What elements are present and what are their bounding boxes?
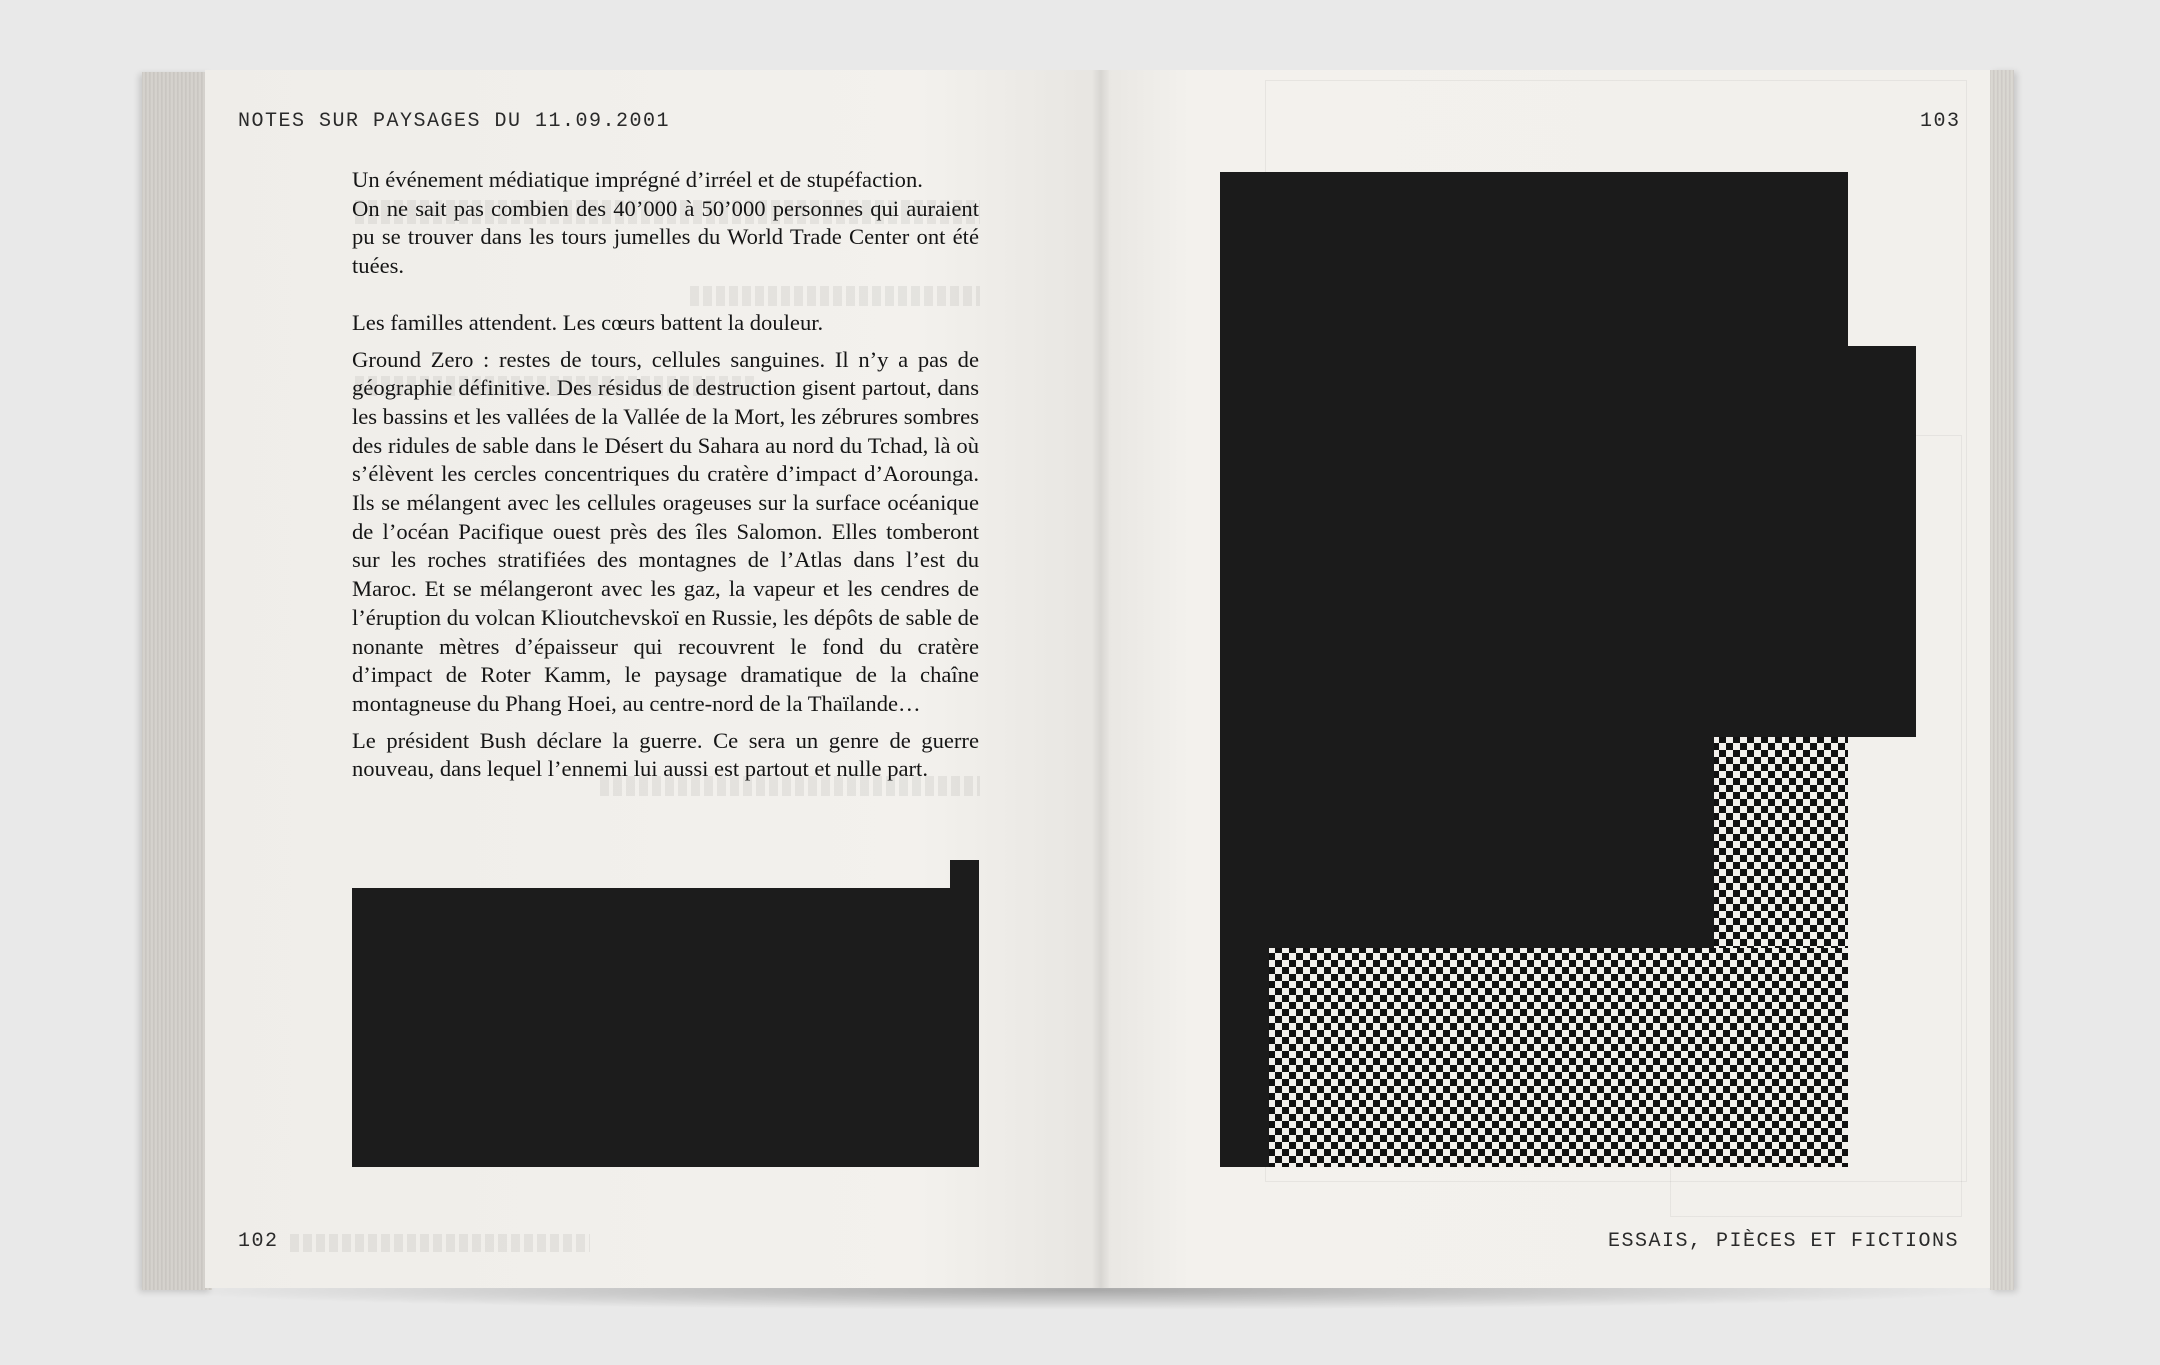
page-number: 103 xyxy=(1920,110,1961,133)
paragraph: On ne sait pas combien des 40’000 à 50’000 personnes qui auraient pu se trouver dans les tours jumelles du World Trade Center ont été tuées. xyxy=(352,195,979,279)
black-block-main xyxy=(1220,172,1848,737)
show-through-text xyxy=(290,1234,590,1252)
black-block-notch xyxy=(1845,346,1916,737)
paragraph: Le président Bush déclare la guerre. Ce sera un genre de guerre nouveau, dans lequel l’ennemi lui aussi est partout et nulle part. xyxy=(352,727,979,782)
checkerboard-bottom xyxy=(1268,946,1848,1167)
redaction-block xyxy=(352,888,979,1167)
paragraph: Ground Zero : restes de tours, cellules sanguines. Il n’y a pas de géographie définitive. Des résidus de destruction gisent partout, dans les bassins et les vallées de la Vallée de la Mort, les zébrures sombres des ridules de sable dans le Désert du Sahara au nord du Tchad, là où s’élèvent les cercles concentriques du cratère d’impact d’Aorounga. Ils se mélangent avec les cellules orageuses sur la surface océanique de l’océan Pacifique ouest près des îles Salomon. Elles tomberont sur les roches stratifiées des montagnes de l’Atlas dans l’est du Maroc. Et se mélangeront avec les gaz, la vapeur et les cendres de l’éruption du volcan Klioutchevskoï en Russie, les dépôts de sable de nonante mètres d’épaisseur qui recouvrent le fond du cratère d’impact de Roter Kamm, le paysage dramatique de la chaîne montagneuse du Phang Hoei, au centre-nord de la Thaïlande… xyxy=(352,346,979,716)
running-head: NOTES SUR PAYSAGES DU 11.09.2001 xyxy=(238,110,671,133)
right-page-edges xyxy=(1990,70,2014,1290)
running-foot: ESSAIS, PIÈCES ET FICTIONS xyxy=(1608,1230,1960,1253)
book-gutter xyxy=(1092,70,1110,1288)
black-block-strip xyxy=(1220,946,1269,1167)
left-page-edges xyxy=(142,72,212,1290)
redaction-tab xyxy=(950,860,979,890)
body-text xyxy=(352,166,979,784)
paragraph: Un événement médiatique imprégné d’irréel et de stupéfaction. xyxy=(352,167,923,192)
page-number: 102 xyxy=(238,1230,279,1253)
paragraph: Les familles attendent. Les cœurs battent la douleur. xyxy=(352,309,824,335)
checkerboard-step xyxy=(1712,736,1848,948)
black-block-lower xyxy=(1220,735,1714,948)
